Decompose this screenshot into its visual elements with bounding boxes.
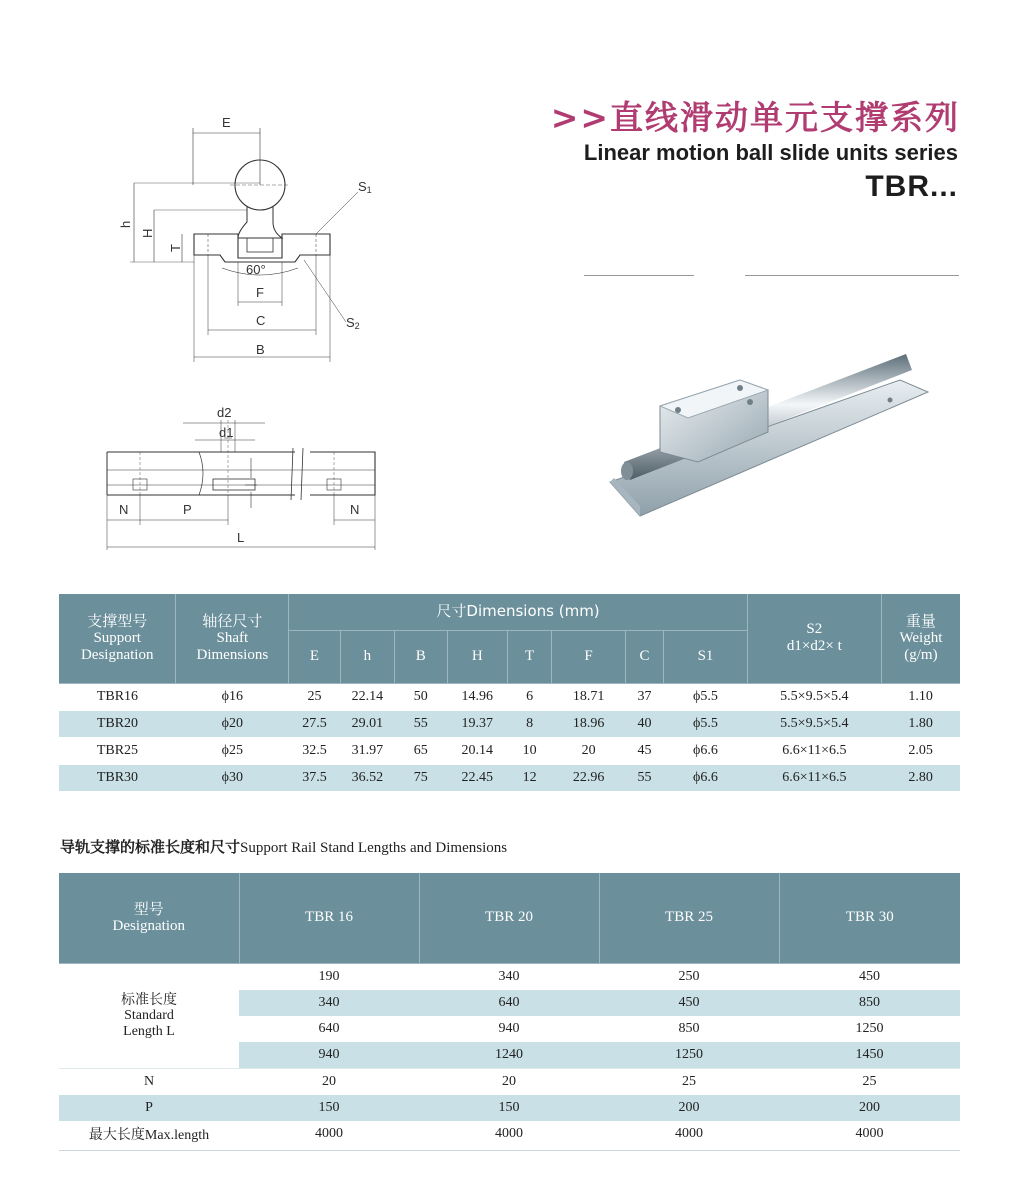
label-d2: d2 xyxy=(217,405,232,420)
table-cell: 200 xyxy=(599,1095,779,1121)
table-row xyxy=(59,683,960,710)
model-series: TBR... xyxy=(865,170,958,203)
header-B: B xyxy=(395,630,447,683)
table-cell: 37 xyxy=(625,683,663,710)
label-h: h xyxy=(118,220,133,228)
table-cell: 10 xyxy=(507,737,551,764)
table-row xyxy=(59,737,960,764)
table-cell: 940 xyxy=(239,1042,419,1069)
header-tbr25: TBR 25 xyxy=(599,873,779,963)
label-angle: 60° xyxy=(246,262,266,277)
table-cell: 20 xyxy=(239,1068,419,1095)
cross-section-drawing xyxy=(90,110,390,370)
divider-line-right xyxy=(745,275,959,276)
table-cell: 340 xyxy=(239,990,419,1016)
label-S2: S2 xyxy=(346,315,360,331)
table-cell: 22.45 xyxy=(447,764,507,791)
side-view-drawing xyxy=(95,400,385,560)
table-cell: 850 xyxy=(779,990,960,1016)
title-english: Linear motion ball slide units series xyxy=(583,140,958,165)
table-cell: 640 xyxy=(419,990,599,1016)
table-cell: 25 xyxy=(289,683,340,710)
table-cell: 45 xyxy=(625,737,663,764)
title-chinese: >>直线滑动单元支撑系列 xyxy=(550,98,960,137)
header-C: C xyxy=(625,630,663,683)
table-row xyxy=(59,764,960,791)
label-T: T xyxy=(168,244,183,252)
max-length-row xyxy=(59,1121,960,1147)
dimensions-table xyxy=(59,594,960,792)
standard-length-label: 标准长度 Standard Length L xyxy=(59,963,239,1068)
p-row xyxy=(59,1095,960,1121)
table-cell: 20 xyxy=(552,737,626,764)
table-cell: 18.71 xyxy=(552,683,626,710)
rail-lengths-table xyxy=(59,873,960,1147)
table-cell: 4000 xyxy=(315,1125,343,1141)
table-cell: 55 xyxy=(625,764,663,791)
table-cell: 4000 xyxy=(675,1125,703,1141)
row-label: 最大长度Max.length xyxy=(88,1126,210,1143)
table-cell: 4000 xyxy=(495,1125,523,1141)
label-B: B xyxy=(256,342,265,357)
table-cell: ϕ25 xyxy=(176,737,289,764)
table-cell: 1250 xyxy=(855,1020,884,1036)
table-cell: 55 xyxy=(395,710,447,737)
table-cell: 2.80 xyxy=(881,764,960,791)
table-cell: 22.96 xyxy=(552,764,626,791)
header-E: E xyxy=(289,630,340,683)
table-cell: 5.5×9.5×5.4 xyxy=(747,710,881,737)
header-S1: S1 xyxy=(664,630,748,683)
table-cell: 150 xyxy=(419,1095,599,1121)
table-cell: 1240 xyxy=(419,1042,599,1069)
table-cell: ϕ20 xyxy=(176,710,289,737)
table-cell: 340 xyxy=(498,968,520,984)
label-N-left: N xyxy=(119,502,129,517)
header-T: T xyxy=(507,630,551,683)
table-cell: ϕ30 xyxy=(176,764,289,791)
label-H: H xyxy=(140,228,155,238)
table-cell: 150 xyxy=(239,1095,419,1121)
table-cell: 22.14 xyxy=(340,683,394,710)
table-bottom-line xyxy=(59,1150,960,1151)
table-cell: 20.14 xyxy=(447,737,507,764)
label-F: F xyxy=(256,285,264,300)
label-e: E xyxy=(222,115,231,130)
table-cell: 1.10 xyxy=(881,683,960,710)
label-C: C xyxy=(256,313,266,328)
table-cell: TBR20 xyxy=(59,710,176,737)
table-cell: 40 xyxy=(625,710,663,737)
table-cell: 25 xyxy=(599,1068,779,1095)
table-row xyxy=(59,710,960,737)
header-tbr20: TBR 20 xyxy=(419,873,599,963)
label-N-right: N xyxy=(350,502,360,517)
product-image xyxy=(600,340,940,530)
label-P: P xyxy=(183,502,192,517)
n-row xyxy=(59,1068,960,1095)
table-cell: 640 xyxy=(318,1020,340,1036)
rail-lengths-caption: 导轨支撑的标准长度和尺寸Support Rail Stand Lengths and Dimensions xyxy=(60,838,508,856)
table-cell: 32.5 xyxy=(289,737,340,764)
table-cell: 850 xyxy=(678,1020,700,1036)
table-cell: 18.96 xyxy=(552,710,626,737)
header-dimensions: 尺寸Dimensions (mm) xyxy=(289,594,748,630)
header-H: H xyxy=(447,630,507,683)
table-cell: 6.6×11×6.5 xyxy=(747,764,881,791)
table-cell: 6 xyxy=(507,683,551,710)
table-cell: ϕ6.6 xyxy=(664,737,748,764)
table-cell: 29.01 xyxy=(340,710,394,737)
table-cell: ϕ5.5 xyxy=(664,710,748,737)
row-label: P xyxy=(59,1095,239,1121)
header-F: F xyxy=(552,630,626,683)
divider-line-left xyxy=(584,275,694,276)
label-L: L xyxy=(237,530,245,545)
table-cell: TBR30 xyxy=(59,764,176,791)
table-cell: ϕ16 xyxy=(176,683,289,710)
table-cell: 25 xyxy=(779,1068,960,1095)
table-cell: 65 xyxy=(395,737,447,764)
table-cell: 940 xyxy=(498,1020,520,1036)
table-cell: 5.5×9.5×5.4 xyxy=(747,683,881,710)
table-cell: TBR16 xyxy=(59,683,176,710)
header-s2: S2 d1×d2× t xyxy=(747,594,881,683)
header-support-designation: 支撑型号 Support Designation xyxy=(59,594,176,683)
table-cell: 450 xyxy=(859,968,880,984)
table-cell: 31.97 xyxy=(340,737,394,764)
table-row xyxy=(59,963,960,990)
table-cell: ϕ5.5 xyxy=(664,683,748,710)
table-cell: 1.80 xyxy=(881,710,960,737)
table-cell: 20 xyxy=(419,1068,599,1095)
table-cell: 19.37 xyxy=(447,710,507,737)
header-shaft-dimensions: 轴径尺寸 Shaft Dimensions xyxy=(176,594,289,683)
table-cell: 6.6×11×6.5 xyxy=(747,737,881,764)
table-cell: 36.52 xyxy=(340,764,394,791)
table-cell: 200 xyxy=(779,1095,960,1121)
header-tbr30: TBR 30 xyxy=(779,873,960,963)
table-cell: TBR25 xyxy=(59,737,176,764)
table-cell: 190 xyxy=(318,968,340,984)
table-cell: 1450 xyxy=(779,1042,960,1069)
table-cell: 450 xyxy=(599,990,779,1016)
table-cell: 14.96 xyxy=(447,683,507,710)
header-h: h xyxy=(340,630,394,683)
table-cell: 27.5 xyxy=(289,710,340,737)
table-cell: 4000 xyxy=(855,1125,884,1141)
header-weight: 重量 Weight (g/m) xyxy=(881,594,960,683)
table-cell: 250 xyxy=(678,968,700,984)
header-designation: 型号 Designation xyxy=(59,873,239,963)
label-d1: d1 xyxy=(219,425,234,440)
table-cell: 12 xyxy=(507,764,551,791)
row-label: N xyxy=(59,1068,239,1095)
table-cell: ϕ6.6 xyxy=(664,764,748,791)
header-tbr16: TBR 16 xyxy=(239,873,419,963)
label-S1: S1 xyxy=(358,179,372,195)
table-cell: 37.5 xyxy=(289,764,340,791)
table-cell: 8 xyxy=(507,710,551,737)
table-cell: 75 xyxy=(395,764,447,791)
table-cell: 50 xyxy=(395,683,447,710)
table-cell: 1250 xyxy=(599,1042,779,1069)
table-cell: 2.05 xyxy=(881,737,960,764)
